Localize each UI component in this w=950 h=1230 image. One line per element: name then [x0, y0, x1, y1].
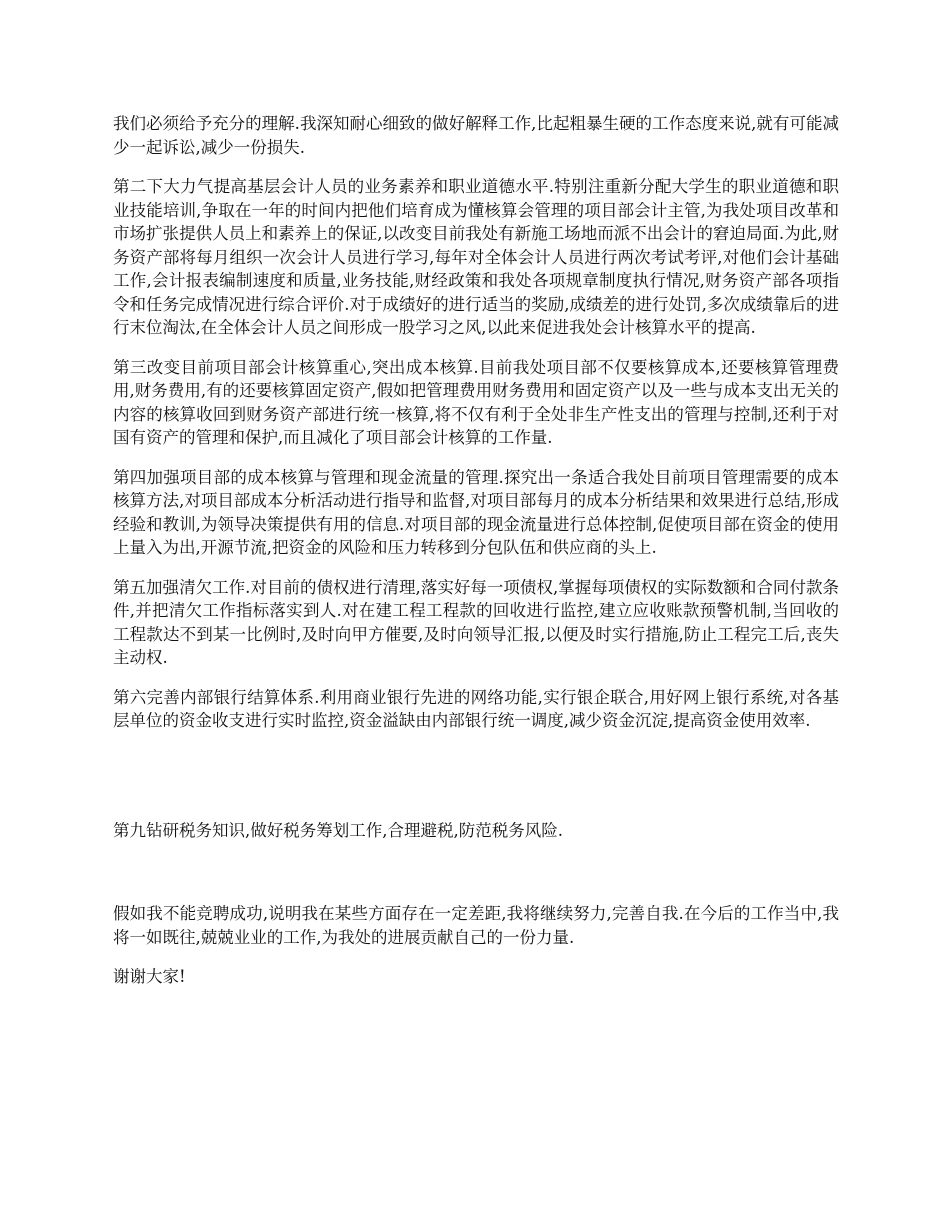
blank-gap — [113, 749, 839, 819]
paragraph-sixth: 第六完善内部银行结算体系.利用商业银行先进的网络功能,实行银企联合,用好网上银行系统,对各基层单位的资金收支进行实时监控,资金溢缺由内部银行统一调度,减少资金沉淀,提高资金使用效率. — [113, 687, 839, 730]
paragraph-ninth: 第九钻研税务知识,做好税务筹划工作,合理避税,防范税务风险. — [113, 820, 563, 840]
paragraph-fourth: 第四加强项目部的成本核算与管理和现金流量的管理.探究出一条适合我处目前项目管理需要的成本核算方法,对项目部成本分析活动进行指导和监督,对项目部每月的成本分析结果和效果进行总结,形成经验和教训,为领导决策提供有用的信息.对项目部的现金流量进行总体控制,促使项目部在资金的使用上量入为出,开源节流,把资金的风险和压力转移到分包队伍和供应商的头上. — [113, 467, 839, 557]
paragraph-thanks: 谢谢大家! — [113, 967, 186, 986]
paragraph-closing: 假如我不能竞聘成功,说明我在某些方面存在一定差距,我将继续努力,完善自我.在今后的工作当中,我将一如既往,兢兢业业的工作,为我处的进展贡献自己的一份力量. — [113, 904, 839, 947]
paragraph-fifth: 第五加强清欠工作.对目前的债权进行清理,落实好每一项债权,掌握每项债权的实际数额和合同付款条件,并把清欠工作指标落实到人.对在建工程工程款的回收进行监控,建立应收账款预警机制,当回收的工程款达不到某一比例时,及时向甲方催要,及时向领导汇报,以便及时实行措施,防止工程完工后,丧失主动权. — [113, 577, 839, 667]
blank-gap — [113, 858, 839, 902]
paragraph-second: 第二下大力气提高基层会计人员的业务素养和职业道德水平.特别注重新分配大学生的职业道德和职业技能培训,争取在一年的时间内把他们培育成为懂核算会管理的项目部会计主管,为我处项目改革和市场扩张提供人员上和素养上的保证,以改变目前我处有新施工场地而派不出会计的窘迫局面.为此,财务资产部将每月组织一次会计人员进行学习,每年对全体会计人员进行两次考试考评,对他们会计基础工作,会计报表编制速度和质量,业务技能,财经政策和我处各项规章制度执行情况,财务资产部各项指令和任务完成情况进行综合评价.对于成绩好的进行适当的奖励,成绩差的进行处罚,多次成绩靠后的进行末位淘汰,在全体会计人员之间形成一股学习之风,以此来促进我处会计核算水平的提高. — [113, 177, 839, 337]
paragraph-intro: 我们必须给予充分的理解.我深知耐心细致的做好解释工作,比起粗暴生硬的工作态度来说,就有可能减少一起诉讼,减少一份损失. — [113, 114, 839, 157]
document-page — [113, 112, 839, 1005]
paragraph-third: 第三改变目前项目部会计核算重心,突出成本核算.目前我处项目部不仅要核算成本,还要核算管理费用,财务费用,有的还要核算固定资产,假如把管理费用财务费用和固定资产以及一些与成本支出无关的内容的核算收回到财务资产部进行统一核算,将不仅有利于全处非生产性支出的管理与控制,还利于对国有资产的管理和保护,而且减化了项目部会计核算的工作量. — [113, 357, 839, 447]
